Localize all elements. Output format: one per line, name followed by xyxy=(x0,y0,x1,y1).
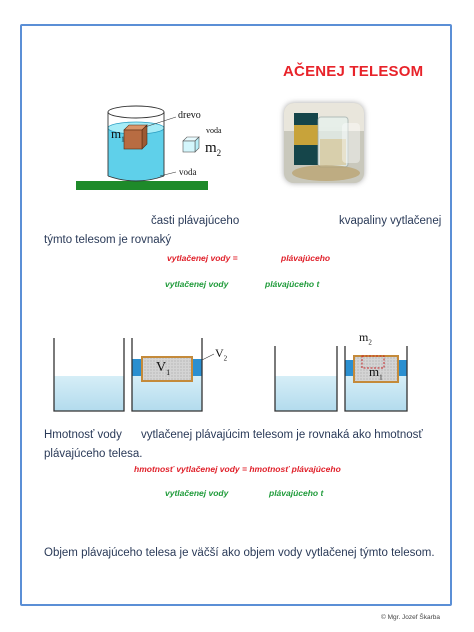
s1-formula-green-left: vytlačenej vody xyxy=(165,279,229,289)
s2-formula-green-left: vytlačenej vody xyxy=(165,488,229,498)
label-v2: $V_2$ xyxy=(215,346,228,363)
label-wood: drevo xyxy=(178,110,201,121)
s1-formula-green-right: plávajúceho t xyxy=(265,279,320,289)
beaker-empty-right xyxy=(275,346,337,411)
copyright-credit: © Mgr. Jozef Škarba xyxy=(381,614,440,621)
s1-formula-red-left: vytlačenej vody = xyxy=(167,253,238,263)
beaker-block-left xyxy=(132,338,214,411)
s2-line1: Hmotnosť vody vytlačenej plávajúcim telesom je rovnaká ako hmotnosť xyxy=(44,429,423,441)
s1-line2: týmto telesom je rovnaký xyxy=(44,234,172,246)
s3-line1: Objem plávajúceho telesa je väčší ako objem vody vytlačenej týmto telesom. xyxy=(44,547,435,559)
s2-line2: plávajúceho telesa. xyxy=(44,448,143,460)
label-water: voda xyxy=(179,167,197,177)
page-title: AČENEJ TELESOM xyxy=(283,63,424,80)
wood-block xyxy=(124,125,147,149)
label-water-small: voda xyxy=(206,126,222,135)
label-m2-right: $m_2$ xyxy=(359,330,372,347)
water-cube xyxy=(183,137,199,152)
s1-formula-red-right: plávajúceho xyxy=(281,253,331,263)
label-m1-right: $m_1$ xyxy=(369,364,383,382)
label-v1: $V_1$ xyxy=(156,360,171,377)
beaker-empty-left xyxy=(54,338,124,411)
green-base xyxy=(76,181,208,190)
label-m2: $m_2$ xyxy=(205,140,222,158)
s1-line1-right: kvapaliny vytlačenej xyxy=(339,215,442,227)
label-m1: $m_1$ xyxy=(111,126,125,144)
s1-line1-left: časti plávajúceho xyxy=(151,215,240,227)
cylinder-rim xyxy=(108,106,164,118)
experiment-photo xyxy=(284,103,364,183)
s2-formula-green-right: plávajúceho t xyxy=(269,488,324,498)
s2-formula-red: hmotnosť vytlačenej vody = hmotnosť plávajúceho xyxy=(134,464,341,474)
